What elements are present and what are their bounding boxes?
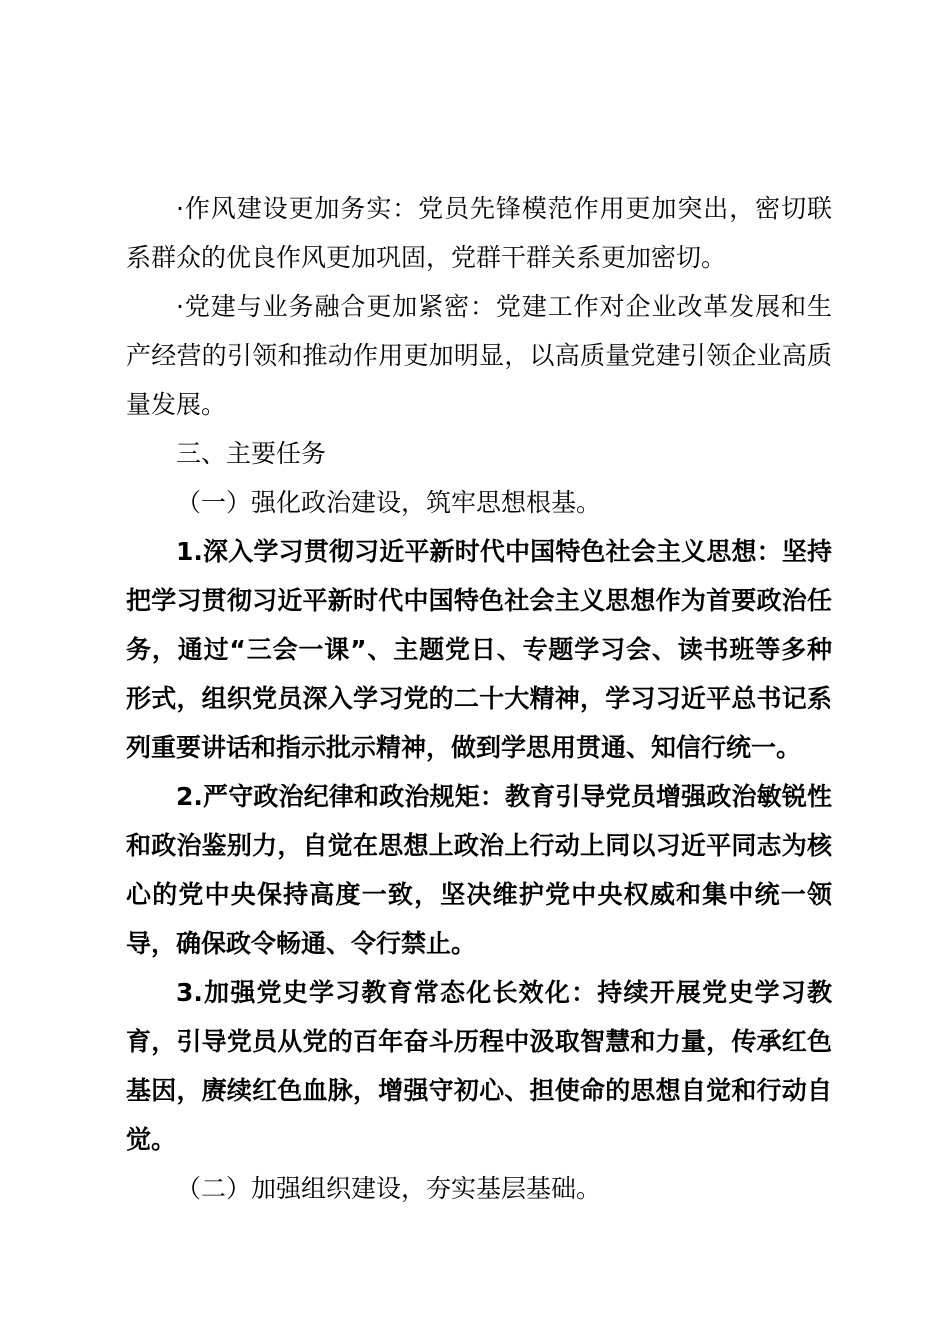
paragraph-party-business-integration: ·党建与业务融合更加紧密：党建工作对企业改革发展和生产经营的引领和推动作用更加明显，以高质量党建引领企业高质量发展。 xyxy=(126,292,832,419)
subsection-heading-organization-building: （二）加强组织建设，夯实基层基础。 xyxy=(176,1174,602,1203)
paragraph-work-style: ·作风建设更加务实：党员先锋模范作用更加突出，密切联系群众的优良作风更加巩固，党群干群关系更加密切。 xyxy=(126,194,832,272)
document-body xyxy=(126,184,832,1213)
task-item-1: 1.深入学习贯彻习近平新时代中国特色社会主义思想：坚持把学习贯彻习近平新时代中国特色社会主义思想作为首要政治任务，通过“三会一课”、主题党日、专题学习会、读书班等多种形式，组织党员深入学习党的二十大精神，学习习近平总书记系列重要讲话和指示批示精神，做到学思用贯通、知信行统一。 xyxy=(126,537,832,762)
subsection-heading-political-building: （一）强化政治建设，筑牢思想根基。 xyxy=(176,488,602,517)
task-item-3: 3.加强党史学习教育常态化长效化：持续开展党史学习教育，引导党员从党的百年奋斗历程中汲取智慧和力量，传承红色基因，赓续红色血脉，增强守初心、担使命的思想自觉和行动自觉。 xyxy=(126,978,832,1154)
task-item-2: 2.严守政治纪律和政治规矩：教育引导党员增强政治敏锐性和政治鉴别力，自觉在思想上政治上行动上同以习近平同志为核心的党中央保持高度一致，坚决维护党中央权威和集中统一领导，确保政令畅通、令行禁止。 xyxy=(126,782,832,958)
section-heading-main-tasks: 三、主要任务 xyxy=(176,439,327,468)
